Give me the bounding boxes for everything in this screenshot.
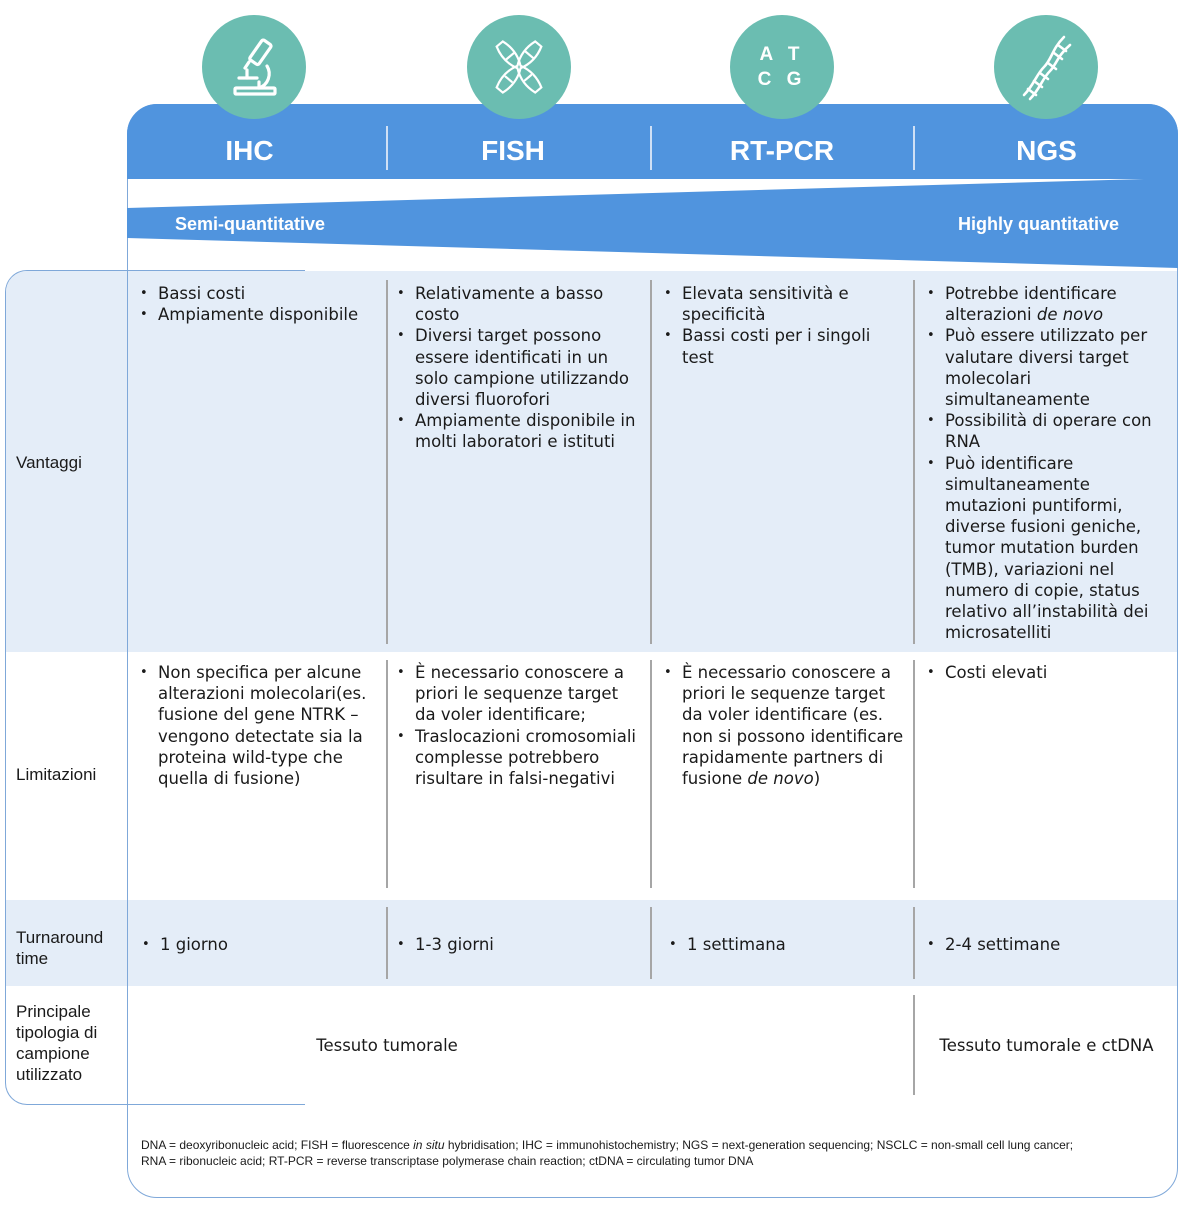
list-item: • Costi elevati [927,662,1167,683]
list-item-text: Potrebbe identificare alterazioni de novo [945,284,1117,325]
scale-right-label: Highly quantitative [958,214,1120,234]
vantaggi-fish-cell [397,283,642,453]
turnaround-ihc-cell [142,934,377,955]
microscope-icon [202,15,306,119]
list-item: • Relativamente a basso costo [397,283,642,325]
row-label-limitazioni: Limitazioni [16,765,97,784]
column-divider [650,660,652,888]
column-divider [386,907,388,979]
column-header-ngs: NGS [1016,135,1077,166]
row-label-turnaround: Turnaround time [16,928,104,968]
list-item: • 1-3 giorni [397,934,637,955]
header-divider [913,126,915,170]
list-item: • È necessario conoscere a priori le sequenze target da voler identificare (es. non si possono identificare rapidamente partners di fusione de novo) [664,662,904,789]
column-header-fish: FISH [481,135,545,166]
campione-right-text: Tessuto tumorale e ctDNA [939,1036,1154,1055]
footnote-line-1 [141,1137,1171,1153]
vantaggi-ngs-cell [927,283,1167,643]
row-label-vantaggi: Vantaggi [16,453,82,472]
list-item: • Ampiamente disponibile in molti laboratori e istituti [397,410,642,452]
list-item: • Bassi costi [140,283,380,304]
dna-helix-icon [994,15,1098,119]
list-item: • 1 giorno [142,934,377,955]
list-item: • Traslocazioni cromosomiali complesse potrebbero risultare in falsi-negativi [397,726,642,790]
list-item: • Bassi costi per i singoli test [664,325,886,367]
column-divider [913,280,915,644]
list-item: • Può identificare simultaneamente mutazioni puntiformi, diverse fusioni geniche, tumor mutation burden (TMB), variazioni nel numero di copie, status relativo all’instabilità dei microsatelliti [927,453,1167,644]
header-divider [386,126,388,170]
limitazioni-fish-cell [397,662,642,789]
footnote-line-2: RNA = ribonucleic acid; RT-PCR = reverse transcriptase polymerase chain reaction; ctDNA = circulating tumor DNA [141,1154,754,1168]
column-divider [650,907,652,979]
campione-left-text: Tessuto tumorale [316,1036,458,1055]
column-divider [386,280,388,644]
column-header-rtpcr: RT-PCR [729,135,835,166]
header-divider [650,126,652,170]
list-item: • Possibilità di operare con RNA [927,410,1167,452]
atcg-icon [730,15,834,119]
atcg-bottom-text: C G [757,69,807,90]
row-label-campione: Principale tipologia di campione utilizzato [16,1002,98,1084]
vantaggi-rtpcr-cell [664,283,886,368]
scale-left-label: Semi-quantitative [175,214,326,234]
limitazioni-rtpcr-cell [664,662,904,789]
turnaround-rtpcr-cell [669,934,904,955]
vantaggi-ihc-cell [140,283,380,325]
list-item: • Ampiamente disponibile [140,304,380,325]
column-divider [650,280,652,644]
list-item: • Elevata sensitività e specificità [664,283,886,325]
list-item: • Non specifica per alcune alterazioni molecolari(es. fusione del gene NTRK – vengono detectate sia la proteina wild-type che quella di fusione) [140,662,380,789]
list-item [927,283,1167,325]
list-item: • Può essere utilizzato per valutare diversi target molecolari simultaneamente [927,325,1167,410]
turnaround-fish-cell [397,934,637,955]
footnote-text: hybridisation; IHC = immunohistochemistry; NGS = next-generation sequencing; NSCLC = non-small cell lung cancer; [444,1138,1074,1152]
footnote [141,1137,1171,1169]
list-item: • 2-4 settimane [927,934,1167,955]
list-item: • 1 settimana [669,934,904,955]
limitazioni-ngs-cell [927,662,1167,683]
column-divider [913,907,915,979]
column-divider [386,660,388,888]
list-item: • È necessario conoscere a priori le sequenze target da voler identificare; [397,662,642,726]
footnote-italic-text: in situ [413,1138,445,1152]
footnote-text: DNA = deoxyribonucleic acid; FISH = fluorescence [141,1138,414,1152]
atcg-top-text: A T [759,44,805,65]
list-item: • Diversi target possono essere identificati in un solo campione utilizzando diversi fluorofori [397,325,642,410]
column-divider [913,660,915,888]
chromosome-icon [467,15,571,119]
limitazioni-ihc-cell [140,662,380,789]
column-header-ihc: IHC [225,135,274,166]
turnaround-ngs-cell [927,934,1167,955]
